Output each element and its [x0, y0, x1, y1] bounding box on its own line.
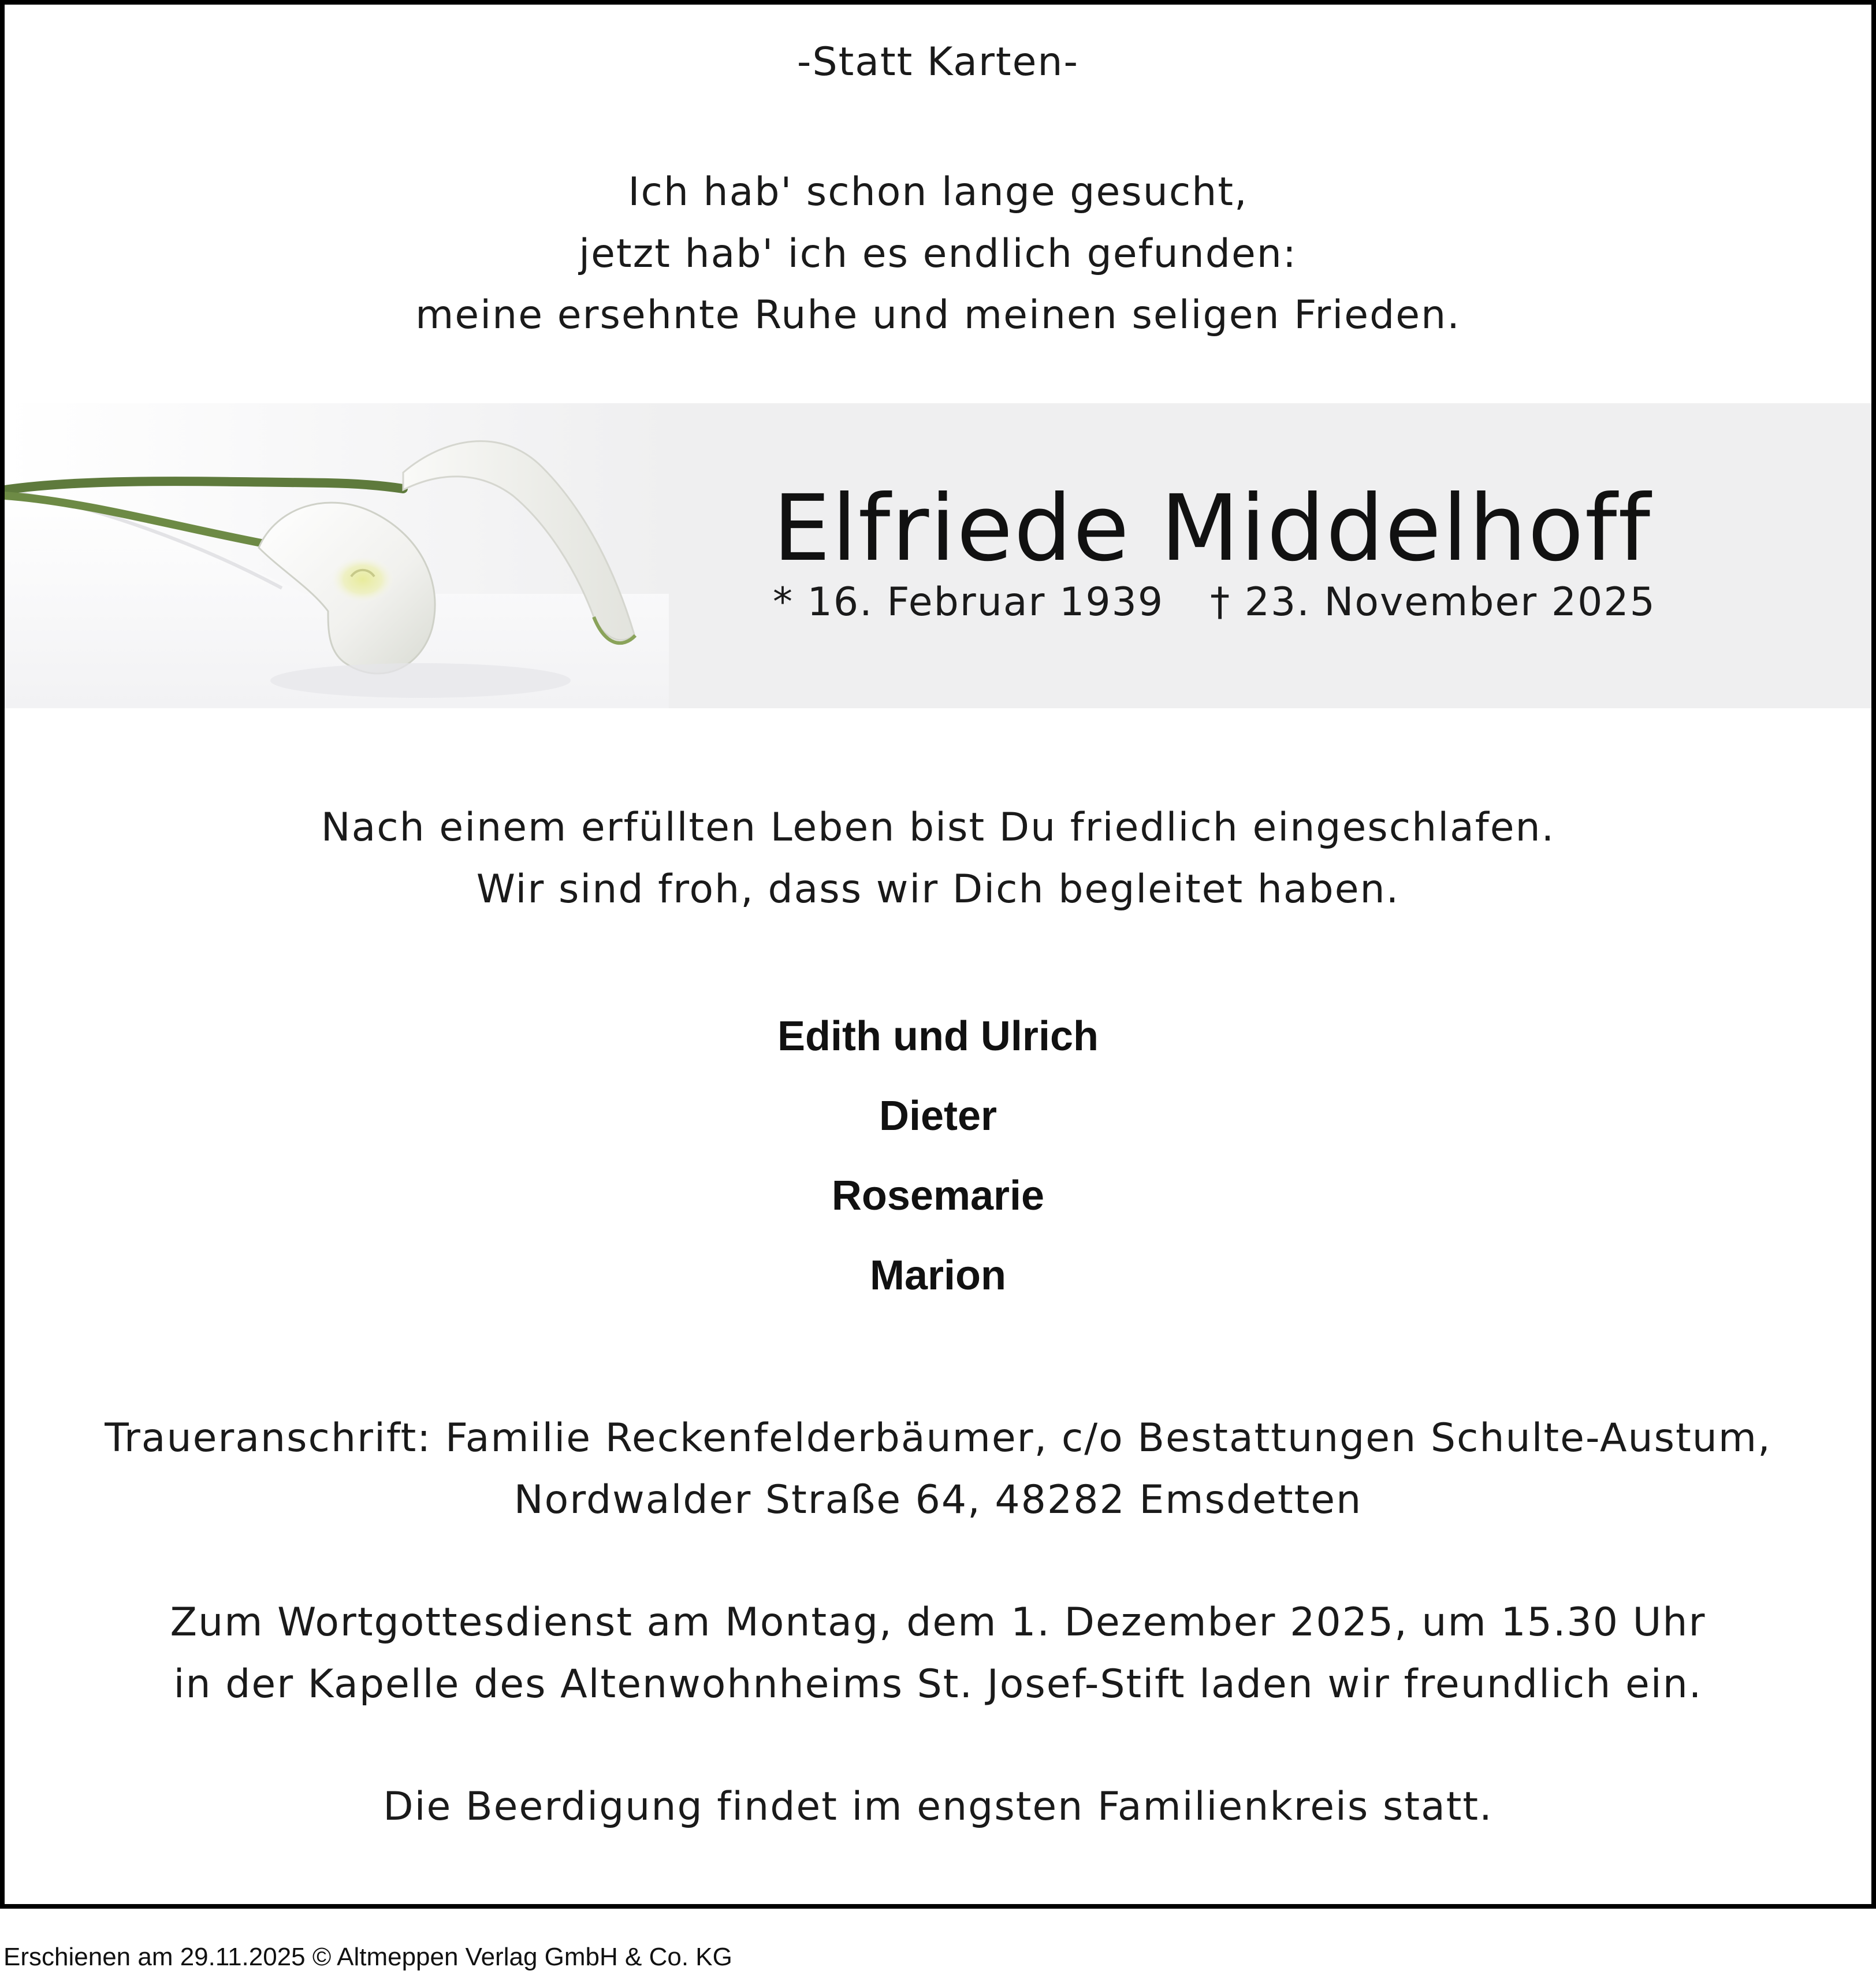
service-line-1: Zum Wortgottesdienst am Montag, dem 1. Dezember 2025, um 15.30 Uhr — [170, 1600, 1706, 1645]
verse-line-1: Ich hab' schon lange gesucht, — [628, 169, 1248, 215]
life-dates — [773, 579, 1656, 625]
mourner-name: Marion — [869, 1252, 1006, 1299]
notice-header: -Statt Karten- — [796, 39, 1080, 85]
mourner-name: Edith und Ulrich — [777, 1013, 1099, 1059]
birth-date: * 16. Februar 1939 — [773, 579, 1164, 625]
death-date: † 23. November 2025 — [1210, 579, 1656, 625]
burial-note: Die Beerdigung findet im engsten Familienkreis statt. — [383, 1784, 1493, 1830]
publication-credit: Erschienen am 29.11.2025 © Altmeppen Verlag GmbH & Co. KG — [3, 1943, 732, 1971]
deceased-name: Elfriede Middelhoff — [773, 475, 1652, 582]
mourner-name: Rosemarie — [831, 1173, 1045, 1219]
address-line-2: Nordwalder Straße 64, 48282 Emsdetten — [513, 1477, 1363, 1523]
message-line-1: Nach einem erfüllten Leben bist Du friedlich eingeschlafen. — [321, 805, 1555, 850]
address-line-1: Traueranschrift: Familie Reckenfelderbäumer, c/o Bestattungen Schulte-Austum, — [105, 1415, 1771, 1461]
service-line-2: in der Kapelle des Altenwohnheims St. Josef-Stift laden wir freundlich ein. — [173, 1661, 1703, 1707]
mourner-name: Dieter — [879, 1093, 997, 1139]
message-line-2: Wir sind froh, dass wir Dich begleitet haben. — [476, 867, 1400, 912]
verse-line-3: meine ersehnte Ruhe und meinen seligen Frieden. — [415, 292, 1461, 338]
name-band — [5, 403, 1871, 708]
calla-lily-image — [5, 403, 669, 708]
verse-line-2: jetzt hab' ich es endlich gefunden: — [579, 231, 1297, 277]
